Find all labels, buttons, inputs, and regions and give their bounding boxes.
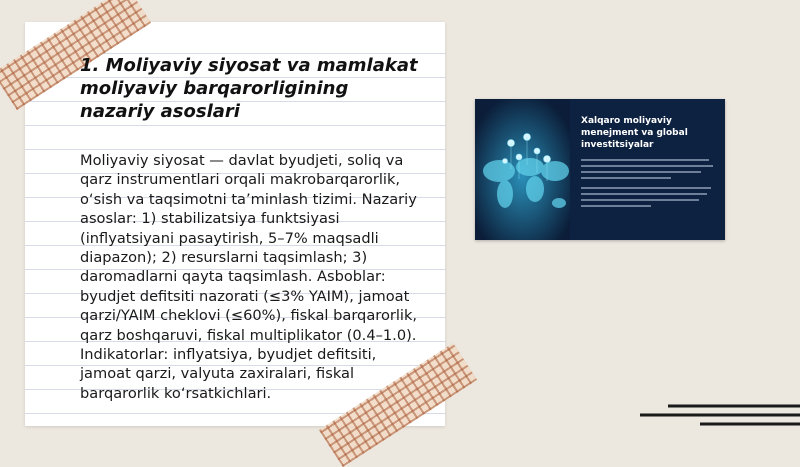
world-map-finance-icon <box>475 99 570 240</box>
image-card <box>475 99 725 240</box>
card-title: Xalqaro moliyaviy menejment va global investitsiyalar <box>581 116 688 150</box>
slide-body: Moliyaviy siyosat — davlat byudjeti, soliq va qarz instrumentlari orqali makrobarqarorlik, o‘sish va taqsimotni ta’minlash tizimi. Nazariy asoslar: 1) stabilizatsiya funktsiyasi (inflyatsiyani pasaytirish, 5–7% maqsadli diapazon); 2) resurslarni taqsimlash; 3) daromadlarni qayta taqsimlash. Asboblar: byudjet defitsiti nazorati (≤3% YAIM), jamoat qarzi/YAIM cheklovi (≤60%), fiskal barqarorlik, qarz boshqaruvi, fiskal multiplikator (0.4–1.0). Indikatorlar: inflyatsiya, byudjet defitsiti, jamoat qarzi, valyuta zaxiralari, fiskal barqarorlik ko‘rsatkichlari. <box>80 152 418 402</box>
decorative-lines <box>640 400 800 440</box>
card-text-lines <box>581 159 717 211</box>
slide-title: 1. Moliyaviy siyosat va mamlakat moliyaviy barqarorligining nazariy asoslari <box>80 55 418 122</box>
